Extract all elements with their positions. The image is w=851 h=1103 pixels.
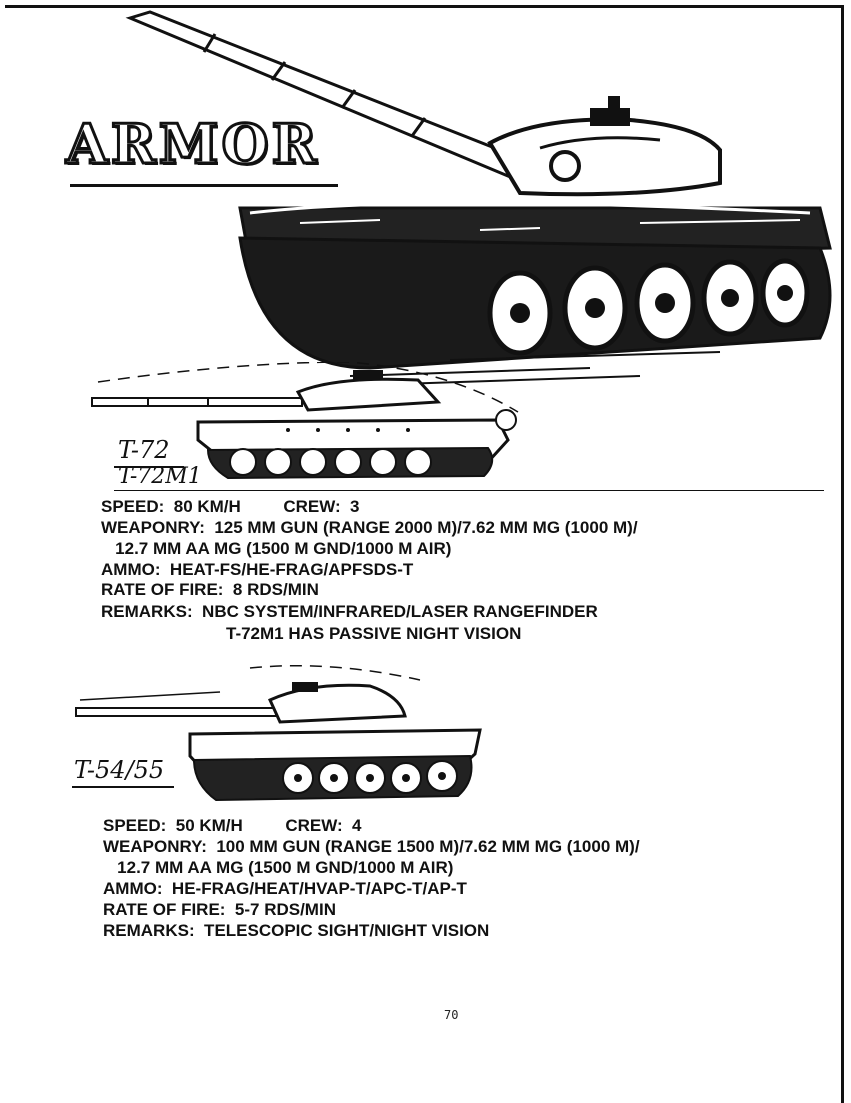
t54-ammo: AMMO: HE-FRAG/HEAT/HVAP-T/APC-T/AP-T [103,879,467,898]
t72-speed-crew: SPEED: 80 KM/H CREW: 3 [101,497,360,516]
title-underline [70,184,338,187]
gun-barrel [76,708,276,716]
turret [298,379,438,410]
t54-remarks: REMARKS: TELESCOPIC SIGHT/NIGHT VISION [103,921,490,940]
t54-weaponry-cont: 12.7 MM AA MG (1500 M GND/1000 M AIR) [103,858,454,877]
t72-weaponry: WEAPONRY: 125 MM GUN (RANGE 2000 M)/7.62 MM MG (1000 M)/ [101,518,638,537]
label-underline [72,786,174,788]
t54-rate-of-fire: RATE OF FIRE: 5-7 RDS/MIN [103,900,336,919]
t72-weaponry-cont: 12.7 MM AA MG (1500 M GND/1000 M AIR) [101,539,452,558]
t72-rate-of-fire: RATE OF FIRE: 8 RDS/MIN [101,580,319,599]
turret [270,685,405,722]
t54-weaponry: WEAPONRY: 100 MM GUN (RANGE 1500 M)/7.62 MM MG (1000 M)/ [103,837,640,856]
t72-remarks: REMARKS: NBC SYSTEM/INFRARED/LASER RANGEFINDER [101,602,598,621]
gun-barrel [92,398,302,406]
page-number: 70 [444,1008,459,1022]
t72-remarks-cont: T-72M1 HAS PASSIVE NIGHT VISION [226,624,522,643]
page-title: ARMOR [66,112,320,176]
vehicle-label-t72m1: T-72M1 [118,464,202,489]
t72-main-tank-illustration [120,8,840,390]
label-underline [114,490,824,491]
t54-speed-crew: SPEED: 50 KM/H CREW: 4 [103,816,362,835]
turret [490,119,720,194]
right-border-rule [841,5,844,1103]
vehicle-label-t72: T-72 [118,436,170,464]
t72-ammo: AMMO: HEAT-FS/HE-FRAG/APFSDS-T [101,560,414,579]
vehicle-label-t54-55: T-54/55 [74,756,165,784]
